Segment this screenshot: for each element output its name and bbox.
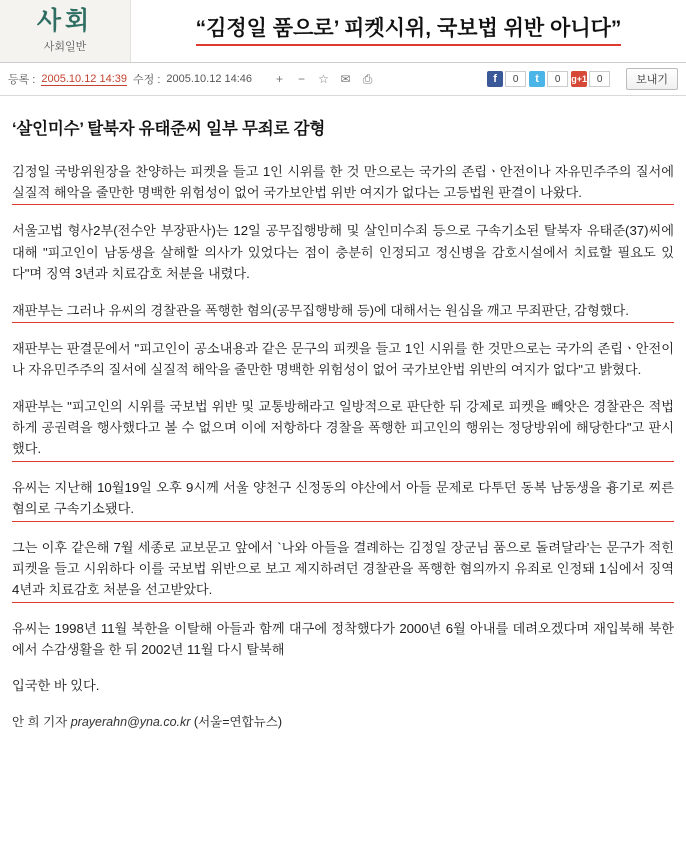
article-body xyxy=(0,96,686,732)
googleplus-share-button[interactable] xyxy=(571,71,610,87)
section-name: 사회 xyxy=(36,6,94,35)
byline-reporter: 안 희 기자 xyxy=(12,714,68,729)
byline-source: (서울=연합뉴스) xyxy=(193,714,282,729)
twitter-share-button[interactable] xyxy=(529,71,568,87)
twitter-share-count: 0 xyxy=(547,71,568,87)
scrap-icon[interactable]: ☆ xyxy=(318,72,329,86)
article-paragraph-4: 재판부는 판결문에서 "피고인이 공소내용과 같은 문구의 피켓을 들고 1인 시위를 한 것만으로는 국가의 존립ㆍ안전이나 자유민주주의 질서에 실질적 해악을 줄만한 명백한 위험성이 없어 국가보안법 위반의 여지가 없다"고 밝혔다. xyxy=(12,340,674,378)
article-paragraph-1: 김정일 국방위원장을 찬양하는 피켓을 들고 1인 시위를 한 것 만으로는 국가의 존립ㆍ안전이나 자유민주주의 질서에 실질적 해악을 줄만한 명백한 위험성이 없어 국가보안법 위반 여지가 없다는 고등법원 판결이 나왔다. xyxy=(12,161,674,206)
article-header xyxy=(0,0,686,63)
registered-date: 2005.10.12 14:39 xyxy=(41,72,128,85)
mail-icon[interactable]: ✉ xyxy=(340,72,351,86)
section-subname: 사회일반 xyxy=(43,41,87,54)
article-paragraph-3: 재판부는 그러나 유씨의 경찰관을 폭행한 혐의(공무집행방해 등)에 대해서는 원심을 깨고 무죄판단, 감형했다. xyxy=(12,300,674,323)
byline xyxy=(12,712,674,732)
article-paragraph-2: 서울고법 형사2부(전수안 부장판사)는 12일 공무집행방해 및 살인미수죄 등으로 구속기소된 탈북자 유태준(37)씨에 대해 "피고인이 남동생을 살해할 의사가 있었다는 점이 충분히 인정되고 정신병을 감호시설에서 치료할 필요도 있다"며 징역 3년과 치료감호 처분을 내렸다. xyxy=(12,223,674,282)
registered-label: 등록 : xyxy=(8,74,36,86)
byline-email[interactable]: prayerahn@yna.co.kr xyxy=(70,714,191,729)
section-badge[interactable] xyxy=(0,0,131,62)
facebook-share-button[interactable] xyxy=(487,71,526,87)
send-button[interactable]: 보내기 xyxy=(626,68,678,90)
article-paragraph-5: 재판부는 "피고인의 시위를 국보법 위반 및 교통방해라고 일방적으로 판단한 뒤 강제로 피켓을 빼앗은 경찰관은 적법하게 공권력을 행사했다고 볼 수 없으며 이에 저항하다 경찰을 폭행한 피고인의 행위는 정당방위에 해당한다"고 판시했다. xyxy=(12,396,674,462)
font-decrease-icon[interactable]: − xyxy=(298,72,306,86)
article-paragraph-7: 그는 이후 같은해 7월 세종로 교보문고 앞에서 `나와 아들을 결례하는 김정일 장군님 품으로 돌려달라’는 문구가 적힌 피켓을 들고 시위하다 이를 국보법 위반으로 보고 제지하려던 경찰관을 폭행한 혐의까지 유죄로 인정돼 1심에서 징역 4년과 치료감호 처분을 선고받았다. xyxy=(12,537,674,603)
page-title: “김정일 품으로’ 피켓시위, 국보법 위반 아니다” xyxy=(196,16,622,46)
article-paragraph-6: 유씨는 지난해 10월19일 오후 9시께 서울 양천구 신정동의 야산에서 아들 문제로 다투던 동복 남동생을 흉기로 찌른 혐의로 구속기소됐다. xyxy=(12,477,674,522)
article-subheadline: ‘살인미수’ 탈북자 유태준씨 일부 무죄로 감형 xyxy=(12,120,326,138)
facebook-icon: f xyxy=(487,71,503,87)
font-increase-icon[interactable]: + xyxy=(276,72,284,86)
headline-container xyxy=(131,0,686,62)
googleplus-share-count: 0 xyxy=(589,71,610,87)
facebook-share-count: 0 xyxy=(505,71,526,87)
article-tools xyxy=(272,72,375,87)
sns-share-group xyxy=(487,71,610,87)
article-metabar xyxy=(0,63,686,96)
twitter-icon: t xyxy=(529,71,545,87)
article-paragraph-9: 입국한 바 있다. xyxy=(12,678,100,694)
modified-label: 수정 : xyxy=(133,74,161,86)
googleplus-icon: g+1 xyxy=(571,71,587,87)
print-icon[interactable]: ⎙ xyxy=(362,72,373,86)
modified-date: 2005.10.12 14:46 xyxy=(166,73,253,85)
article-paragraph-8: 유씨는 1998년 11월 북한을 이탈해 아들과 함께 대구에 정착했다가 2000년 6월 아내를 데려오겠다며 재입북해 북한에서 수감생활을 한 뒤 2002년 11월 다시 탈북해 xyxy=(12,620,674,658)
